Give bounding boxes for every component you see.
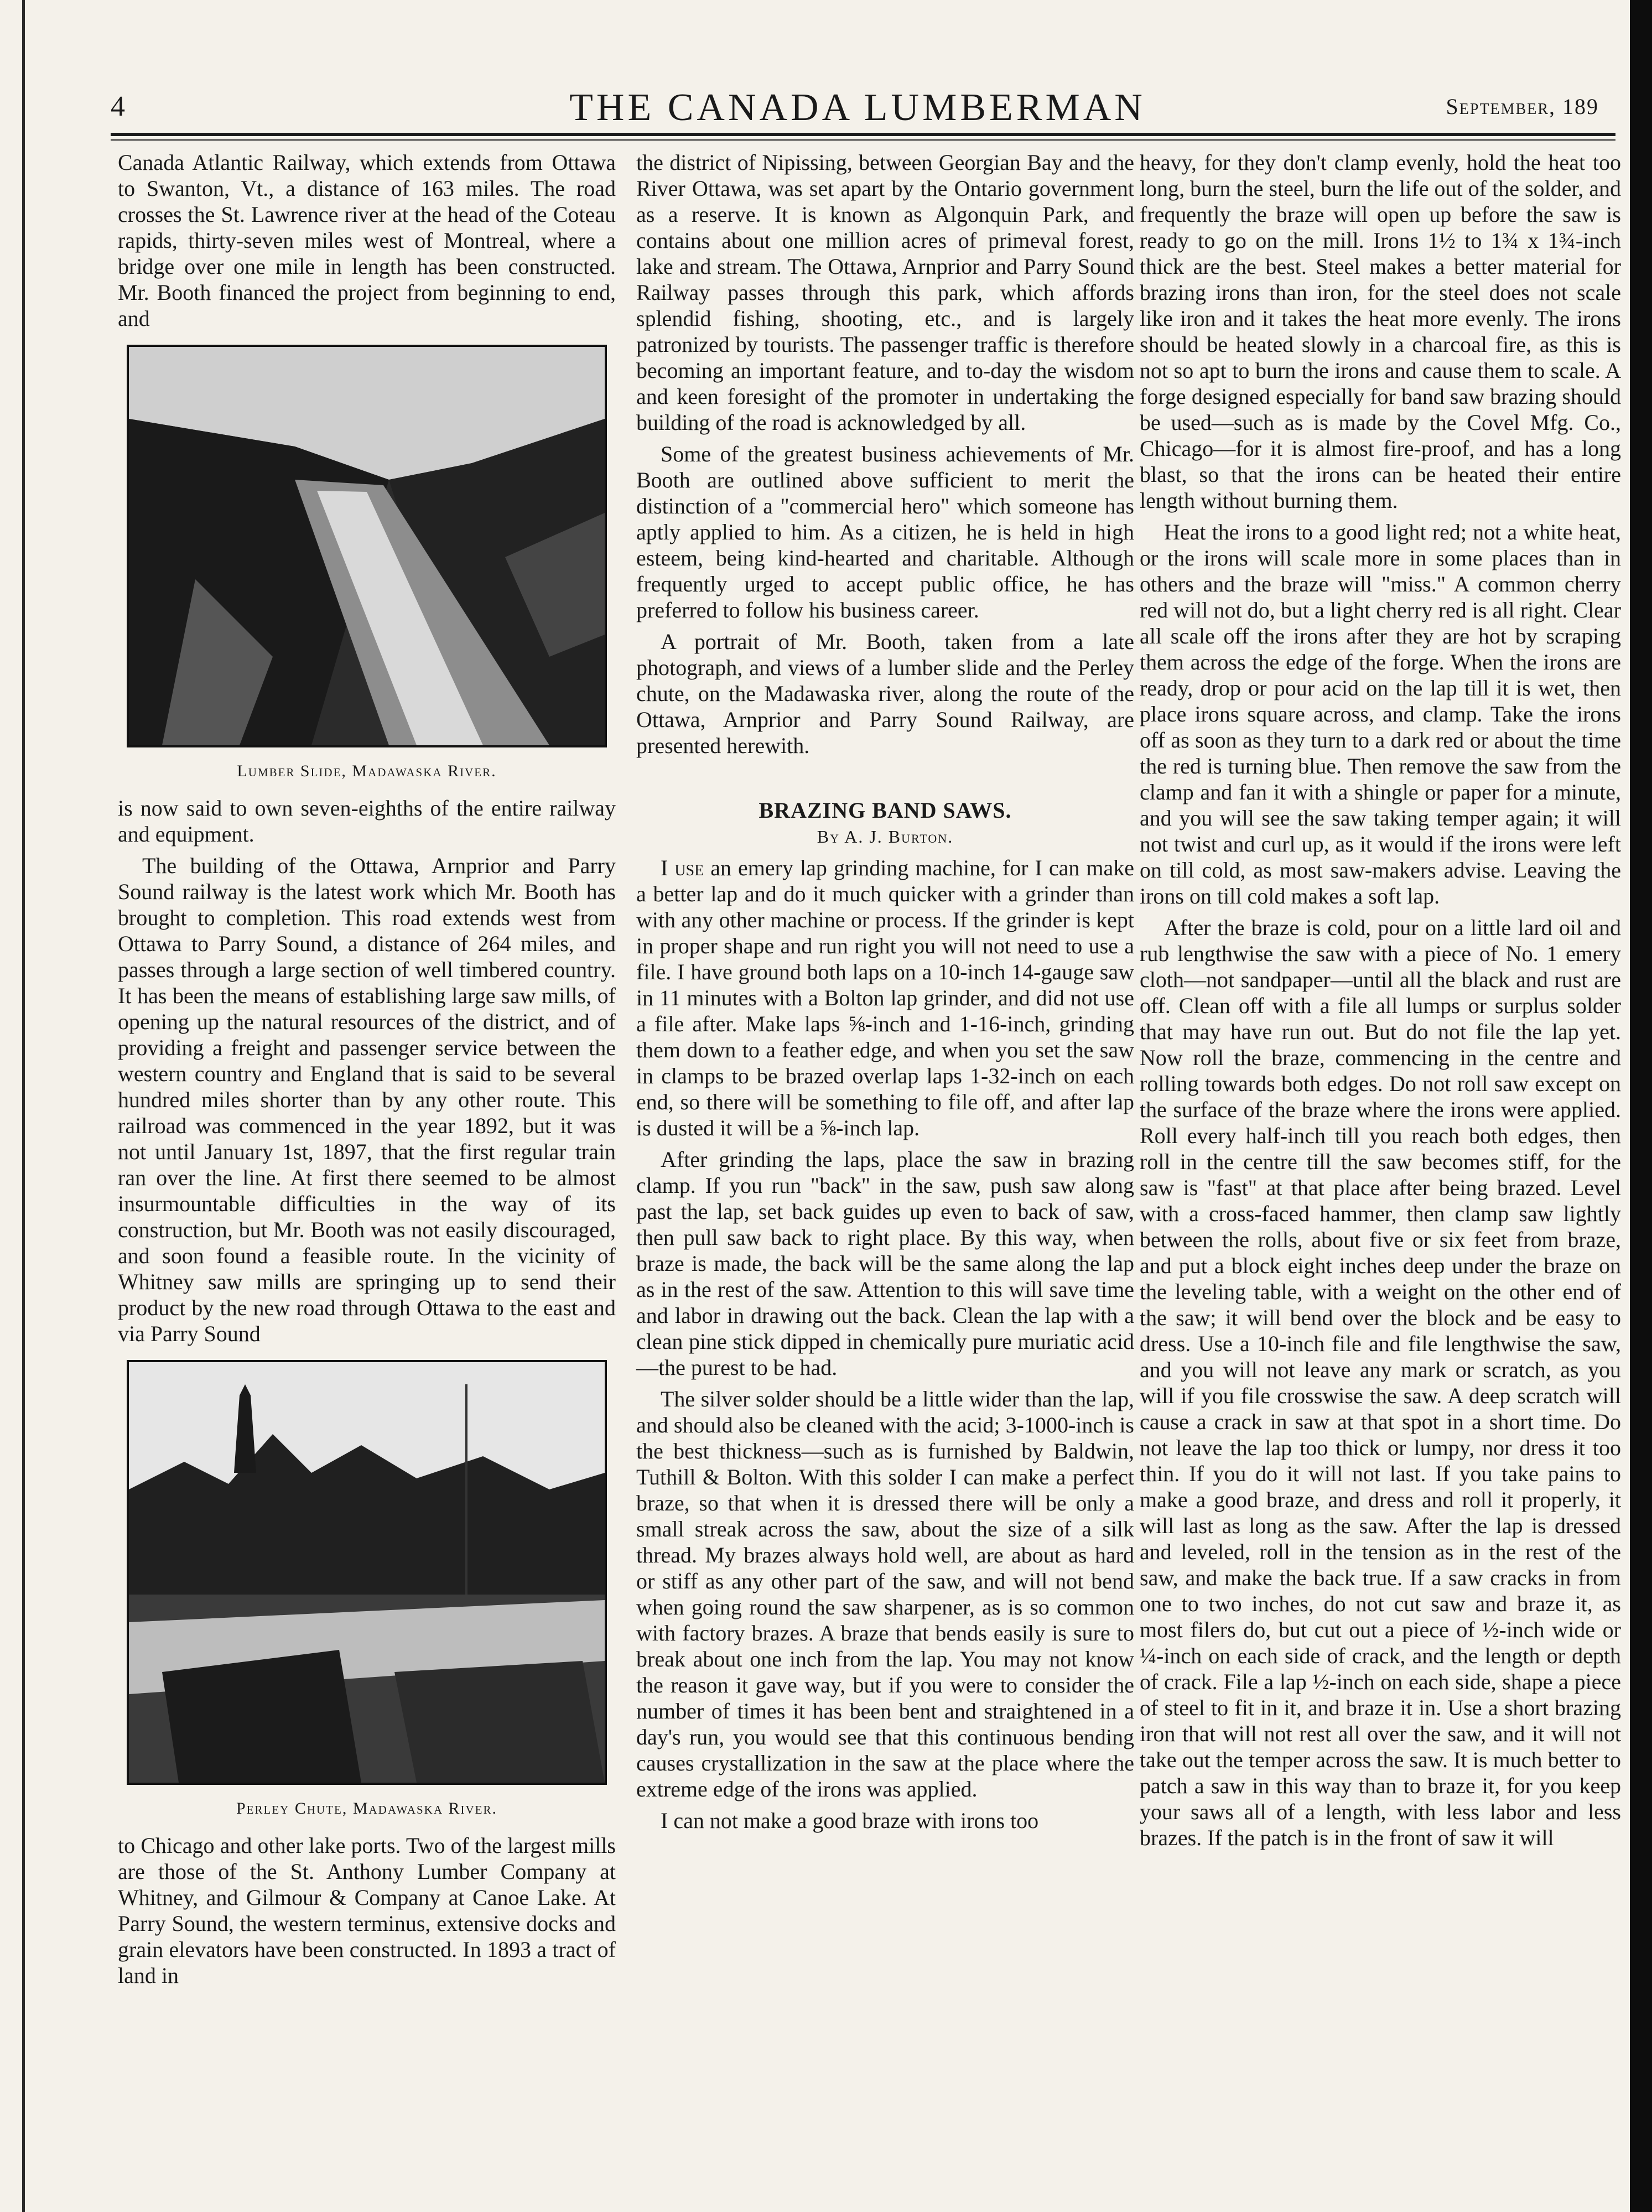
col2-paragraph-1: the district of Nipissing, between Georgian Bay and the River Ottawa, was set apart by the Ontario government as a reserve. It is known as Algonquin Park, and contains about one million acres of primeval forest, lake and stream. The Ottawa, Arnprior and Parry Sound Railway passes through this park, which affords splendid fishing, shooting, etc., and is largely patronized by tourists. The passenger traffic is therefore becoming an important feature, and to-day the wisdom and keen foresight of the promoter in undertaking the building of the road is acknowledged by all. xyxy=(636,150,1134,435)
col2-paragraph-3: A portrait of Mr. Booth, taken from a late photograph, and views of a lumber slide and the Perley chute, on the Madawaska river, along the route of the Ottawa, Arnprior and Parry Sound Railway, are presented herewith. xyxy=(636,629,1134,758)
article-paragraph-3: The silver solder should be a little wider than the lap, and should also be cleaned with the acid; 3-1000-inch is the best thickness—such as is furnished by Baldwin, Tuthill & Bolton. With this solder I can make a perfect braze, so that when it is dressed there will be only a small streak across the saw, about the size of a silk thread. My brazes always hold well, are about as hard or stiff as any other part of the saw, and will not bend when going round the saw sharpener, as is so common with factory brazes. A braze that bends easily is sure to break about one inch from the lap. You may not know the reason it gave way, but if you were to consider the number of times it has been bent and straightened in a day's run, you would see that this continuous bending causes crystallization in the saw at the place where the extreme edge of the irons was applied. xyxy=(636,1387,1134,1801)
col1-paragraph-1: Canada Atlantic Railway, which extends from Ottawa to Swanton, Vt., a distance of 163 miles. The road crosses the St. Lawrence river at the head of the Coteau rapids, thirty-seven miles west of Montreal, where a bridge over one mile in length has been constructed. Mr. Booth financed the project from beginning to end, and xyxy=(118,150,616,331)
column-3 xyxy=(1140,149,1621,1856)
col1-paragraph-3: The building of the Ottawa, Arnprior and Parry Sound railway is the latest work which Mr. Booth has brought to completion. This road extends west from Ottawa to Parry Sound, a distance of 264 miles, and passes through a large section of well timbered country. It has been the means of establishing large saw mills, of opening up the natural resources of the district, and of providing a freight and passenger service between the western country and England that is said to be several hundred miles shorter than by any other route. This railroad was commenced in the year 1892, but it was not until January 1st, 1897, that the first regular train ran over the line. At first there seemed to be almost insurmountable difficulties in the way of its construction, but Mr. Booth was not easily discouraged, and soon found a feasible route. In the vicinity of Whitney saw mills are springing up to send their product by the new road through Ottawa to the east and via Parry Sound xyxy=(118,853,616,1346)
article-title: BRAZING BAND SAWS. xyxy=(759,798,1012,823)
caption-perley-chute: Perley Chute, Madawaska River. xyxy=(236,1799,497,1818)
column-2 xyxy=(636,149,1134,1839)
article-byline: By A. J. Burton. xyxy=(817,827,954,847)
col1-paragraph-2: is now said to own seven-eighths of the entire railway and equipment. xyxy=(118,796,616,847)
col3-paragraph-2: Heat the irons to a good light red; not a white heat, or the irons will scale more in some places than in others and the braze will "miss." A common cherry red will not do, but a light cherry red is all right. Clear all scale off the irons after they are hot by scraping them across the edge of the forge. When the irons are ready, drop or pour acid on the lap till it is wet, then place irons square across, and clamp. Take the irons off as soon as they turn to a dark red or about the time the red is turning blue. Then remove the saw from the clamp and fan it with a shingle or paper for a minute, and you will see the saw taking temper again; it will not twist and curl up, as it would if the irons were left on till cold, as most saw-makers advise. Leaving the irons on till cold makes a soft lap. xyxy=(1140,520,1621,908)
caption-lumber-slide: Lumber Slide, Madawaska River. xyxy=(237,762,497,780)
col3-paragraph-1: heavy, for they don't clamp evenly, hold the heat too long, burn the steel, burn the life out of the solder, and frequently the braze will open up before the saw is ready to go on the mill. Irons 1½ to 1¾ x 1¾-inch thick are the best. Steel makes a better material for brazing irons than iron, for the steel does not scale like iron and it takes the heat more evenly. The irons should be heated slowly in a charcoal fire, as this is not so apt to burn the irons and cause them to scale. A forge designed especially for band saw brazing should be used—such as is made by the Covel Mfg. Co., Chicago—for it is almost fire-proof, and has a long blast, so that the irons can be heated their entire length without burning them. xyxy=(1140,150,1621,513)
header-rule-thin xyxy=(111,139,1615,141)
article-paragraph-2: After grinding the laps, place the saw in brazing clamp. If you run "back" in the saw, push saw along past the lap, set back guides up even to back of saw, then pull saw back to right place. By this way, when braze is made, the back will be the same along the lap as in the rest of the saw. Attention to this will save time and labor in drawing out the back. Clean the lap with a clean pine stick dipped in chemically pure muriatic acid—the purest to be had. xyxy=(636,1147,1134,1380)
issue-date: September, 189 xyxy=(1446,94,1599,119)
column-1 xyxy=(118,149,616,1994)
article-paragraph-1-text: an emery lap grinding machine, for I can make a better lap and do it much quicker with a grinder than with any other machine or process. If the grinder is kept in proper shape and run right you will not need to use a file. I have ground both laps on a 10-inch 14-gauge saw in 11 minutes with a Bolton lap grinder, and did not use a file after. Make laps ⅝-inch and 1-16-inch, grinding them down to a feather edge, and when you set the saw in clamps to be brazed overlap laps 1-32-inch on each end, so there will be something to file off, and after lap is dusted it will be a ⅝-inch lap. xyxy=(636,855,1135,1140)
photo-perley-chute xyxy=(127,1360,607,1785)
lumber-slide-image xyxy=(129,347,605,745)
header-rule-thick xyxy=(111,133,1615,136)
photo-lumber-slide xyxy=(127,345,607,747)
col1-paragraph-4: to Chicago and other lake ports. Two of the largest mills are those of the St. Anthony Lumber Company at Whitney, and Gilmour & Company at Canoe Lake. At Parry Sound, the western terminus, extensive docks and grain elevators have been constructed. In 1893 a tract of land in xyxy=(118,1833,616,1988)
masthead xyxy=(111,86,1604,136)
perley-chute-image xyxy=(129,1362,605,1783)
newspaper-title: THE CANADA LUMBERMAN xyxy=(569,86,1146,129)
article-lead-word: I use xyxy=(661,855,704,880)
page-edge-shadow-right xyxy=(1630,0,1652,2212)
col3-paragraph-3: After the braze is cold, pour on a little lard oil and rub lengthwise the saw with a piece of No. 1 emery cloth—not sandpaper—until all the black and rust are off. Clean off with a file all lumps or surplus solder that may have run out. But do not file the lap yet. Now roll the braze, commencing in the centre and rolling towards both edges. Do not roll saw except on the surface of the braze where the irons were applied. Roll every half-inch till you reach both edges, then roll in the centre till the saw becomes stiff, for the saw is "fast" at that place after being brazed. Level with a cross-faced hammer, then clamp saw lightly between the rolls, about five or six feet from braze, and put a block eight inches deep under the braze on the leveling table, with a weight on the other end of the saw; it will bend over the block and be easy to dress. Use a 10-inch file and file lengthwise the saw, and you will not leave any mark or scratch, as you will if you file crosswise the saw. A deep scratch will cause a crack in saw at that spot in a short time. Do not leave the lap too thick or lumpy, nor dress it too thin. If you do it will not last. If you take pains to make a good braze, and dress and roll it properly, it will last as long as the saw. After the lap is dressed and leveled, roll in the tension as in the rest of the saw, and make the back true. If a saw cracks in from one to two inches, do not cut saw and braze it, as most filers do, but cut out a piece of ½-inch wide or ¼-inch on each side of crack, and the length or depth of crack. File a lap ½-inch on each side, shape a piece of steel to fit in it, and braze it in. Use a short brazing iron that will not rest all over the saw, and it will not take out the temper across the saw. It is much better to patch a saw in this way than to braze it, for you keep your saws all of a length, with less labor and less brazes. If the patch is in the front of saw it will xyxy=(1140,915,1621,1850)
col2-paragraph-2: Some of the greatest business achievements of Mr. Booth are outlined above sufficient to merit the distinction of a "commercial hero" which someone has aptly applied to him. As a citizen, he is held in high esteem, being kind-hearted and charitable. Although frequently urged to accept public office, he has preferred to follow his business career. xyxy=(636,442,1134,622)
page-number: 4 xyxy=(111,91,125,122)
page-edge-shadow-left xyxy=(22,0,25,2212)
article-paragraph-4: I can not make a good braze with irons too xyxy=(661,1808,1039,1833)
article-paragraph-1 xyxy=(636,855,1134,1141)
